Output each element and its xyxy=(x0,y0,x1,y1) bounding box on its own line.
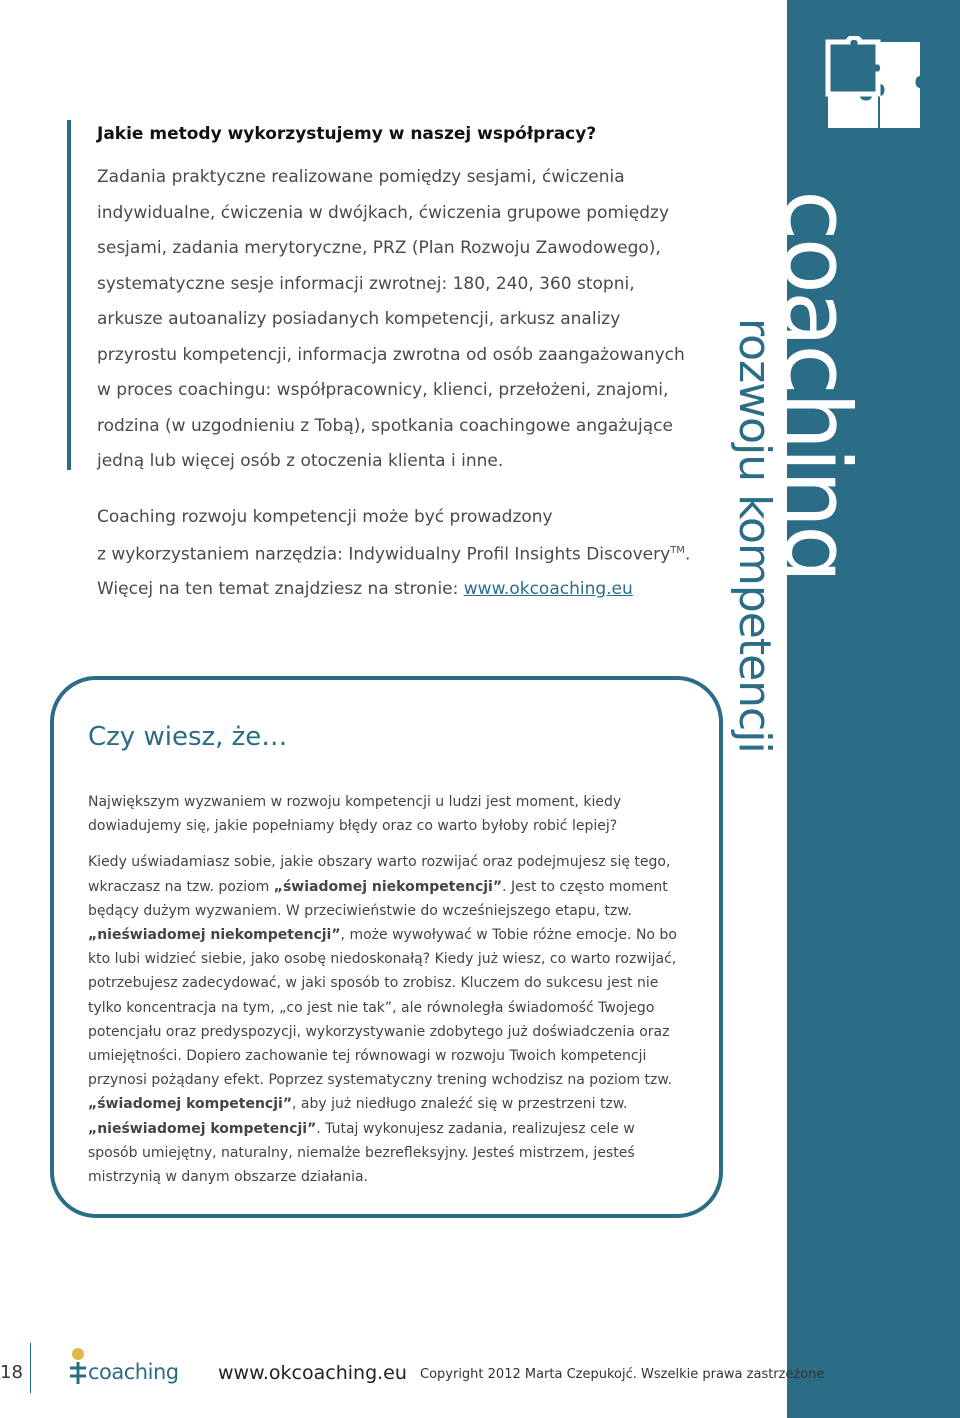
text-span: . Tutaj wykonujesz zadania, realizujesz cele w sposób umiejętny, naturalny, niemalże bezrefleksyjny. Jesteś mistrzem, jesteś mistrzynią w danym obszarze działania. xyxy=(88,1120,635,1186)
text-span: , może wywoływać w Tobie różne emocje. No bo kto lubi widzieć siebie, jako osobę niedoskonałą? Kiedy już wiesz, co warto rozwijać, potrzebujesz zadecydować, w jaki sposób to zrobisz. Kluczem do sukcesu jest nie tylko koncentracja na tym, „co jest nie tak”, ale równoległa świadomość Twojego potencjału oraz predyspozycji, wykorzystywanie zdobytego już doświadczenia oraz umiejętności. Dopiero zachowanie tej równowagi w rozwoju Twoich kompetencji przynosi pożądany efekt. Poprzez systematyczny trening wchodzisz na poziom tzw. xyxy=(88,927,677,1089)
intro-text xyxy=(97,160,707,480)
bold-term: „nieświadomej kompetencji” xyxy=(88,1120,317,1137)
trademark: TM xyxy=(670,545,685,556)
box-title: Czy wiesz, że… xyxy=(88,722,288,752)
bold-term: „nieświadomej niekompetencji” xyxy=(88,927,341,944)
section-question: Jakie metody wykorzystujemy w naszej współpracy? xyxy=(97,124,597,144)
text-span: , aby już niedługo znaleźć się w przestrzeni tzw. xyxy=(292,1096,628,1113)
bold-term: „świadomej niekompetencji” xyxy=(273,878,503,895)
intro-line: jedną lub więcej osób z otoczenia klienta i inne. xyxy=(97,451,504,471)
logo-text: coaching xyxy=(88,1360,179,1384)
quote-bar xyxy=(67,120,71,470)
intro-line: przyrostu kompetencji, informacja zwrotna od osób zaangażowanych xyxy=(97,344,685,365)
box-text xyxy=(88,790,688,1201)
intro-line: rodzina (w uzgodnieniu z Tobą), spotkania coachingowe angażujące xyxy=(97,415,673,436)
text-span: . Jest to często moment będący dużym wyzwaniem. W przeciwieństwie do wcześniejszego etapu, tzw. xyxy=(88,878,668,919)
intro-line: sesjami, zadania merytoryczne, PRZ (Plan Rozwoju Zawodowego), xyxy=(97,238,661,258)
tool-line-1: Coaching rozwoju kompetencji może być prowadzony xyxy=(97,507,553,527)
tool-line-2-text: z wykorzystaniem narzędzia: Indywidualny Profil Insights Discovery xyxy=(97,544,671,565)
intro-line: indywidualne, ćwiczenia w dwójkach, ćwiczenia grupowe pomiędzy xyxy=(97,202,670,223)
side-title-big: coaching xyxy=(763,190,870,581)
text-span: Kiedy uświadamiasz sobie, jakie obszary warto rozwijać oraz podejmujesz się tego, wkraczasz na tzw. poziom xyxy=(88,854,671,895)
footer-divider xyxy=(30,1343,31,1393)
tool-line-3 xyxy=(97,572,737,606)
footer-website: www.okcoaching.eu xyxy=(218,1362,407,1384)
intro-line: arkusze autoanalizy posiadanych kompetencji, arkusz analizy xyxy=(97,309,621,329)
puzzle-icon xyxy=(820,36,930,136)
tool-paragraph xyxy=(97,500,737,606)
box-paragraph-2 xyxy=(88,850,688,1189)
bold-term: „świadomej kompetencji” xyxy=(88,1096,293,1113)
page-number: 18 xyxy=(0,1362,23,1383)
tool-line-2 xyxy=(97,534,737,572)
footer-copyright: Copyright 2012 Marta Czepukojć. Wszelkie prawa zastrzeżone xyxy=(420,1367,825,1382)
intro-line: Zadania praktyczne realizowane pomiędzy sesjami, ćwiczenia xyxy=(97,167,625,187)
tool-line-3-text: Więcej na ten temat znajdziesz na stronie: xyxy=(97,578,464,599)
side-title-small: rozwoju kompetencji xyxy=(729,318,780,753)
intro-line: systematyczne sesje informacji zwrotnej: 180, 240, 360 stopni, xyxy=(97,273,635,294)
intro-line: w proces coachingu: współpracownicy, klienci, przełożeni, znajomi, xyxy=(97,380,669,400)
box-paragraph-1: Największym wyzwaniem w rozwoju kompetencji u ludzi jest moment, kiedy dowiadujemy się, jakie popełniamy błędy oraz co warto byłoby robić lepiej? xyxy=(88,794,622,835)
website-link[interactable]: www.okcoaching.eu xyxy=(463,578,633,599)
tool-line-2-end: . xyxy=(684,544,691,565)
